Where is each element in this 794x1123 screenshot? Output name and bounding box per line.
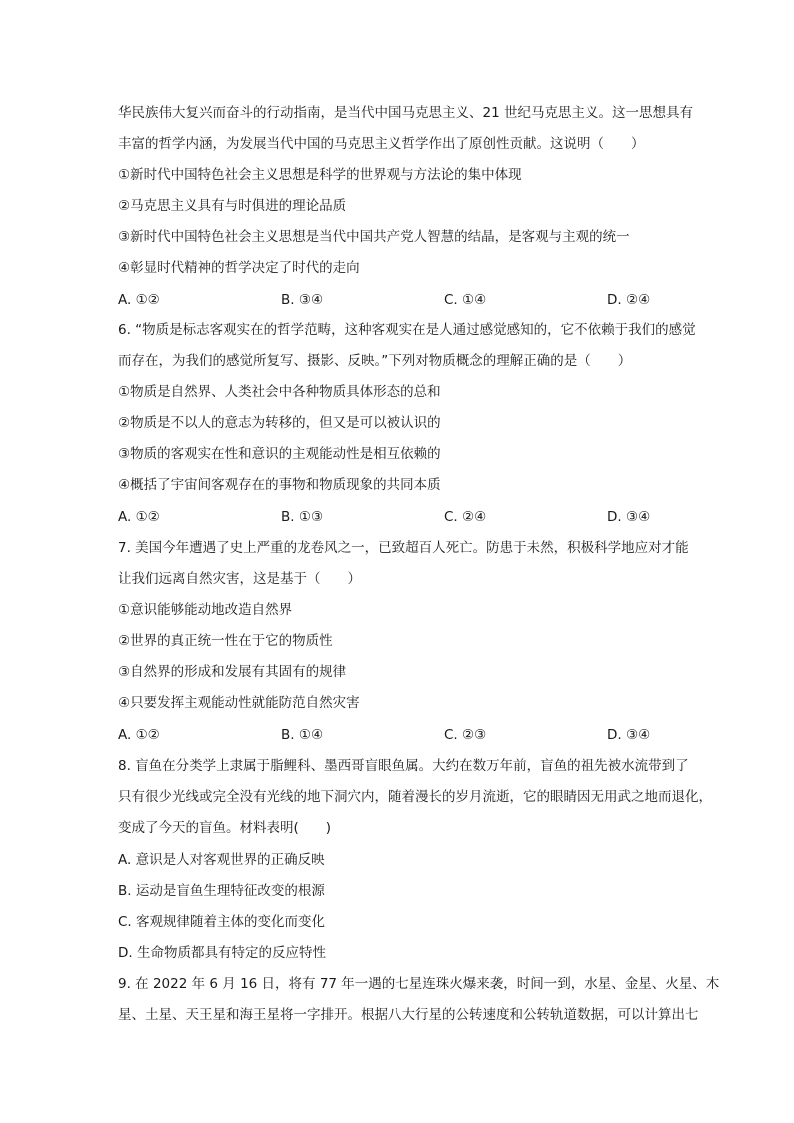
q7-option-b: B. ①④ xyxy=(281,727,324,743)
q8-stem-line-2: 只有很少光线或完全没有光线的地下洞穴内，随着漫长的岁月流逝，它的眼睛因无用武之地而退化， xyxy=(118,789,712,805)
q7-item-4: ④只要发挥主观能动性就能防范自然灾害 xyxy=(118,695,360,711)
q5-option-c: C. ①④ xyxy=(444,292,487,308)
q5-options xyxy=(118,290,678,310)
q6-item-2: ②物质是不以人的意志为转移的，但又是可以被认识的 xyxy=(118,415,441,431)
q7-options xyxy=(118,725,678,745)
q6-option-c: C. ②④ xyxy=(444,509,487,525)
q6-stem-line-2: 而存在，为我们的感觉所复写、摄影、反映。”下列对物质概念的理解正确的是（ ） xyxy=(118,353,632,369)
q5-item-2: ②马克思主义具有与时俱进的理论品质 xyxy=(118,198,347,214)
q5-option-b: B. ③④ xyxy=(281,292,324,308)
q8-stem-line-3: 变成了今天的盲鱼。材料表明( ) xyxy=(118,820,332,836)
q7-item-2: ②世界的真正统一性在于它的物质性 xyxy=(118,633,333,649)
q8-choice-b: B. 运动是盲鱼生理特征改变的根源 xyxy=(118,883,325,899)
q8-choice-a: A. 意识是人对客观世界的正确反映 xyxy=(118,852,325,868)
q5-item-3: ③新时代中国特色社会主义思想是当代中国共产党人智慧的结晶，是客观与主观的统一 xyxy=(118,229,630,245)
q6-options xyxy=(118,507,678,527)
q6-item-4: ④概括了宇宙间客观存在的事物和物质现象的共同本质 xyxy=(118,477,441,493)
q9-stem-line-1: 9. 在 2022 年 6 月 16 日，将有 77 年一遇的七星连珠火爆来袭，时间一到，水星、金星、火星、木 xyxy=(118,976,720,992)
q8-stem-line-1: 8. 盲鱼在分类学上隶属于脂鲤科、墨西哥盲眼鱼属。大约在数万年前，盲鱼的祖先被水流带到了 xyxy=(118,758,689,774)
q5-stem-line-2: 丰富的哲学内涵，为发展当代中国的马克思主义哲学作出了原创性贡献。这说明（ ） xyxy=(118,136,645,152)
q5-stem-line-1: 华民族伟大复兴而奋斗的行动指南，是当代中国马克思主义、21 世纪马克思主义。这一思想具有 xyxy=(118,105,693,121)
q7-option-d: D. ③④ xyxy=(607,727,651,743)
q5-option-d: D. ②④ xyxy=(607,292,651,308)
q6-item-1: ①物质是自然界、人类社会中各种物质具体形态的总和 xyxy=(118,384,441,400)
q7-item-3: ③自然界的形成和发展有其固有的规律 xyxy=(118,664,347,680)
q7-option-a: A. ①② xyxy=(118,727,160,743)
q6-option-d: D. ③④ xyxy=(607,509,651,525)
q7-option-c: C. ②③ xyxy=(444,727,487,743)
q5-option-a: A. ①② xyxy=(118,292,160,308)
q8-choice-d: D. 生命物质都具有特定的反应特性 xyxy=(118,945,326,961)
q7-stem-line-1: 7. 美国今年遭遇了史上严重的龙卷风之一，已致超百人死亡。防患于未然，积极科学地应对才能 xyxy=(118,540,689,556)
q6-option-b: B. ①③ xyxy=(281,509,324,525)
q8-choice-c: C. 客观规律随着主体的变化而变化 xyxy=(118,914,326,930)
q6-item-3: ③物质的客观实在性和意识的主观能动性是相互依赖的 xyxy=(118,446,441,462)
q6-stem-line-1: 6. “物质是标志客观实在的哲学范畴，这种客观实在是人通过感觉感知的，它不依赖于我们的感觉 xyxy=(118,322,696,338)
q6-option-a: A. ①② xyxy=(118,509,160,525)
q5-item-1: ①新时代中国特色社会主义思想是科学的世界观与方法论的集中体现 xyxy=(118,167,522,183)
q9-stem-line-2: 星、土星、天王星和海王星将一字排开。根据八大行星的公转速度和公转轨道数据，可以计算出七 xyxy=(118,1007,699,1023)
q7-item-1: ①意识能够能动地改造自然界 xyxy=(118,602,293,618)
q5-item-4: ④彰显时代精神的哲学决定了时代的走向 xyxy=(118,260,360,276)
q7-stem-line-2: 让我们远离自然灾害，这是基于（ ） xyxy=(118,571,361,587)
